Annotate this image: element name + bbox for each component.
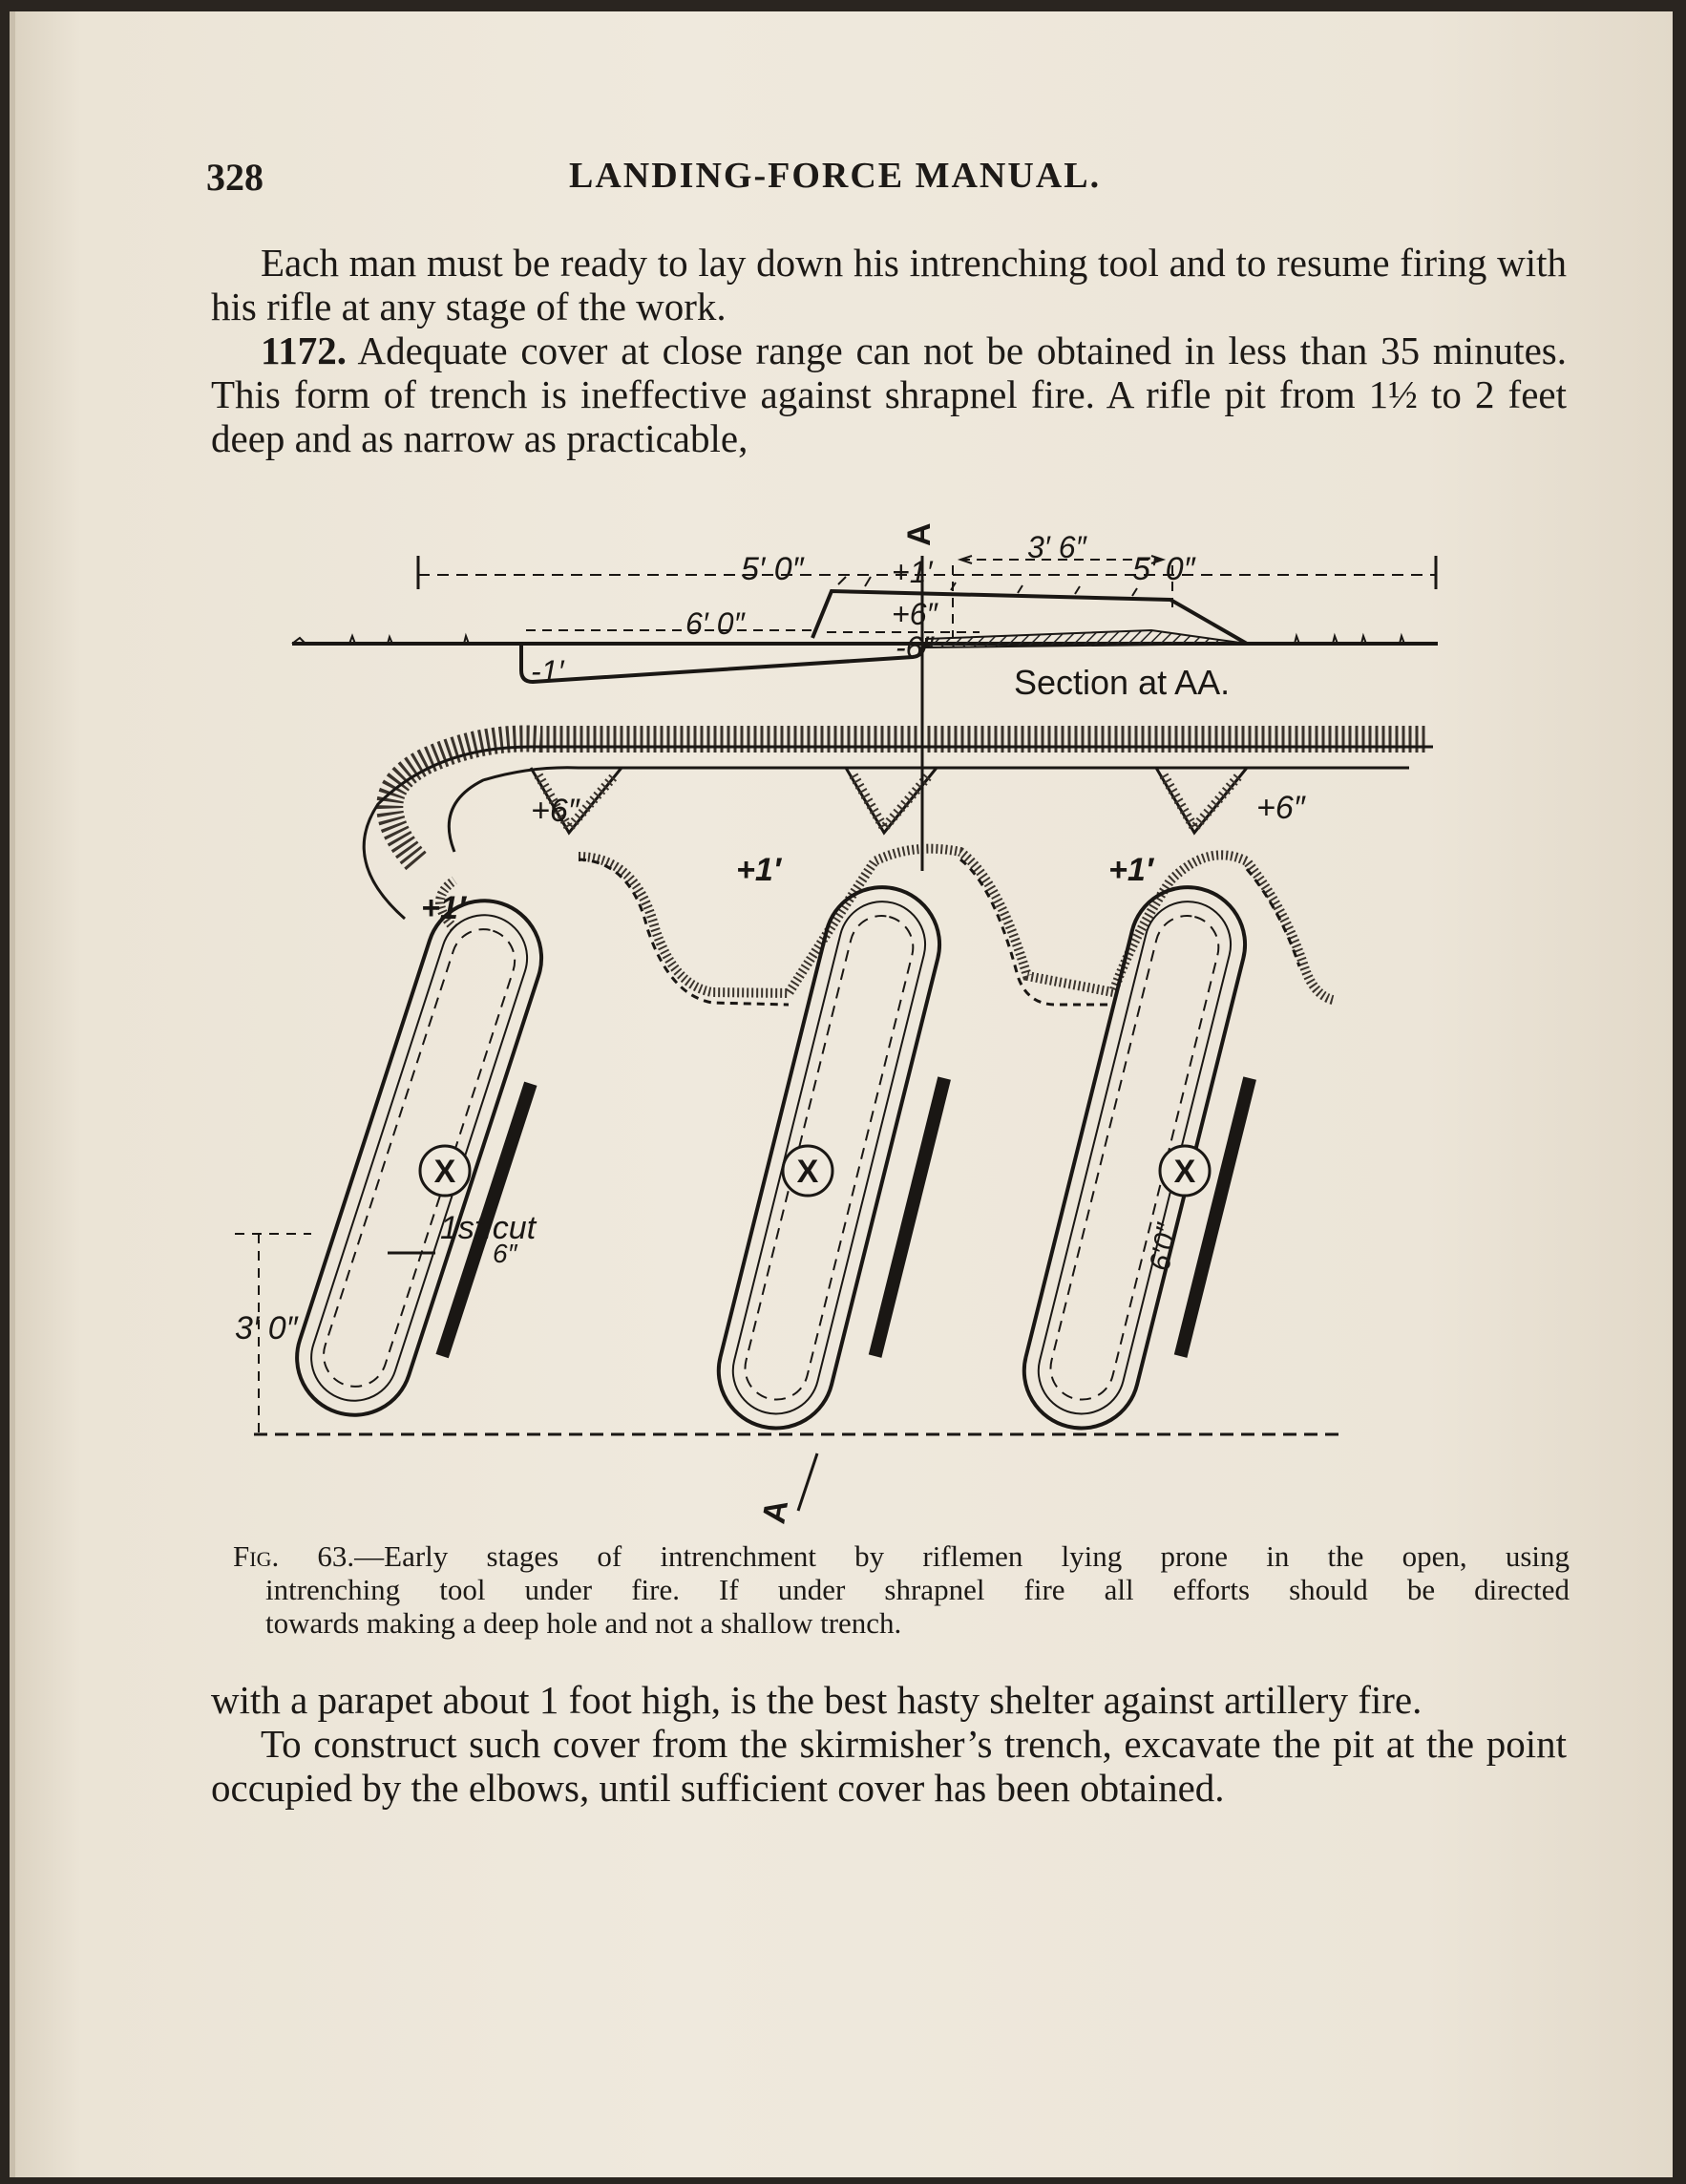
label-width: 3′ 6″	[1027, 530, 1086, 564]
elbow-mark: X	[1173, 1154, 1196, 1190]
label-minus-1: -1′	[531, 654, 564, 689]
first-cut-label: 1st.cut	[440, 1210, 537, 1246]
figure-label: Fig. 63.	[233, 1539, 355, 1573]
dimension-lines	[526, 565, 1172, 637]
spur-hatch	[538, 775, 1239, 828]
spacing-right: 5′ 0″	[1132, 551, 1195, 587]
label-plus-6: +6″	[892, 597, 938, 631]
paragraph: To construct such cover from the skirmisher’s trench, excavate the pit at the point occupied by the elbows, until sufficient cover has been obtained.	[211, 1722, 1567, 1810]
caption-line-2: intrenching tool under fire. If under shrapnel fire all efforts should be directed	[265, 1573, 1570, 1606]
depth-label: 3′ 0″	[235, 1310, 298, 1346]
section-title: Section at AA.	[1014, 663, 1231, 702]
plus-1-center: +1′	[736, 852, 781, 888]
paragraph: Each man must be ready to lay down his intrenching tool and to resume firing with his rifle at any stage of the work.	[211, 241, 1567, 329]
label-length: 6′ 0″	[685, 606, 745, 641]
plus-1-right: +1′	[1108, 852, 1153, 888]
section-mark-bottom: A	[755, 1496, 796, 1527]
plus-6-right: +6″	[1256, 790, 1305, 826]
caption-line-3: towards making a deep hole and not a shallow trench.	[265, 1606, 902, 1640]
rifle-pit-right	[1012, 875, 1297, 1450]
paragraph-continued: with a parapet about 1 foot high, is the best hasty shelter against artillery fire.	[211, 1678, 1423, 1722]
pit-length-label: 6′0″	[1144, 1220, 1184, 1274]
book-page	[10, 11, 1673, 2177]
elbow-labels	[434, 1154, 1196, 1190]
figure-caption	[233, 1539, 1570, 1640]
trench-figure	[235, 518, 1476, 1530]
parapet-spurs	[531, 768, 1247, 833]
label-plus-1: +1′	[892, 555, 933, 589]
section-line-bottom	[798, 1453, 817, 1511]
running-title: LANDING-FORCE MANUAL.	[569, 156, 1102, 196]
elbow-mark: X	[796, 1154, 819, 1190]
paragraph-number: 1172.	[261, 329, 347, 372]
rifle-pit-center	[706, 875, 992, 1450]
plus-6-left: +6″	[531, 793, 580, 829]
spacing-left: 5′ 0″	[741, 551, 804, 587]
page-number: 328	[206, 156, 263, 199]
paragraph-1172	[211, 329, 1567, 460]
trench-edge-hatch	[440, 849, 1333, 1000]
trench-diagram	[235, 518, 1476, 1530]
elbow-mark: X	[433, 1154, 456, 1190]
body-text-top	[211, 241, 1567, 460]
cut-width: 6″	[493, 1239, 517, 1268]
pit-bottom	[521, 644, 932, 682]
body-text-bottom	[211, 1678, 1567, 1810]
caption-line-1: Fig. 63.—Early stages of intrenchment by riflemen lying prone in the open, using	[233, 1539, 1570, 1573]
plus-1-left: +1′	[421, 890, 466, 926]
running-head	[206, 155, 1562, 202]
label-minus-6: -6″	[896, 630, 934, 665]
section-mark-top: A	[901, 522, 938, 546]
paragraph-text: Adequate cover at close range can not be obtained in less than 35 minutes. This form of trench is ineffective against shrapnel fire. A rifle pit from 1½ to 2 feet deep and as narrow as practicable,	[211, 329, 1567, 460]
